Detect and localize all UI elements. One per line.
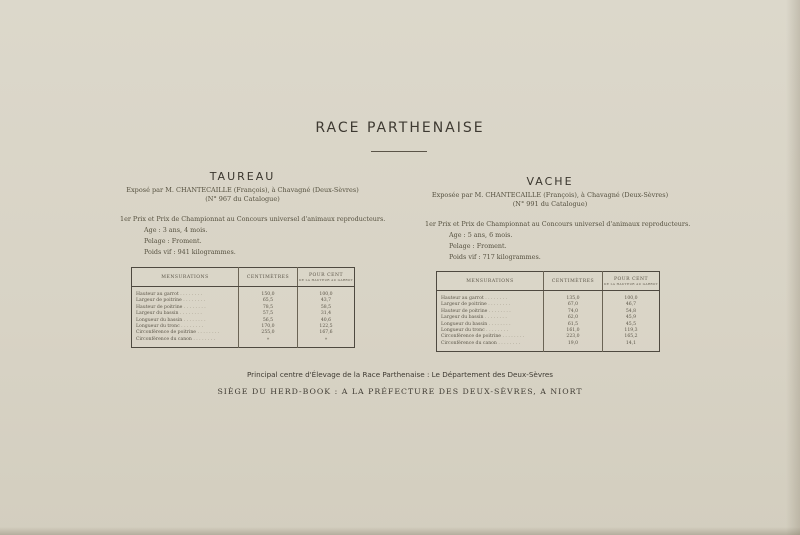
vache-heading: VACHE <box>526 175 574 188</box>
leader-dots: . . . . . . . . <box>182 317 206 323</box>
row-centimetres-text: 19,0 <box>567 340 579 346</box>
col-header-pour-cent <box>298 268 355 287</box>
vache-details <box>449 230 675 263</box>
row-percent-text: 14,1 <box>625 340 637 346</box>
row-label-text: Largeur du bassin <box>441 315 484 321</box>
col-header-pour-cent-sub: DE LA HAUTEUR AU GARROT <box>604 281 658 286</box>
vache-measurements-table <box>436 271 660 352</box>
row-label-text: Largeur de poitrine <box>136 298 182 304</box>
row-label <box>132 287 239 299</box>
page-title: RACE PARTHENAISE <box>315 120 485 136</box>
row-percent <box>603 291 660 303</box>
row-centimetres-text: 62,0 <box>567 315 579 321</box>
taureau-details <box>144 225 365 258</box>
taureau-exhibitor: Exposé par M. CHANTECAILLE (François), à Chavagné (Deux-Sèvres) <box>126 186 359 194</box>
row-centimetres-text: 135,0 <box>566 296 580 301</box>
leader-dots: . . . . . . . . <box>483 296 508 301</box>
row-percent-text: 45,9 <box>625 315 637 321</box>
leader-dots: . . . . . . . . <box>487 308 511 314</box>
row-label-text: Largeur du bassin <box>136 311 179 317</box>
row-percent <box>298 337 355 348</box>
row-centimetres-text: 170,0 <box>261 324 275 330</box>
row-centimetres-text: 65,5 <box>262 298 274 304</box>
row-percent-text: 100,0 <box>319 292 333 297</box>
row-label-text: Longueur du tronc <box>136 324 180 330</box>
leader-dots: . . . . . . . . <box>196 330 220 336</box>
row-label <box>437 341 544 352</box>
row-centimetres-text: 78,5 <box>262 304 274 310</box>
row-percent-text: 45,5 <box>625 321 637 327</box>
leader-dots: . . . . . . . . <box>486 302 511 308</box>
row-percent-text: 46,7 <box>625 302 637 308</box>
table-row <box>437 341 660 352</box>
row-label <box>132 337 239 348</box>
leader-dots: . . . . . . . . <box>487 321 511 327</box>
row-label-text: Longueur du tronc <box>441 328 485 334</box>
page-bottom-shadow <box>0 527 800 535</box>
row-percent-text: » <box>324 336 328 342</box>
leader-dots: . . . . . . . . <box>178 292 203 297</box>
row-centimetres-text: » <box>266 336 270 342</box>
leader-dots: . . . . . . . . <box>484 328 509 334</box>
table-header-row <box>132 268 355 287</box>
leader-dots: . . . . . . . . <box>182 304 206 310</box>
footer-breeding-centre: Principal centre d'Élevage de la Race Parthenaise : Le Département des Deux-Sèvres <box>246 370 554 379</box>
col-header-centimetres: CENTIMÈTRES <box>544 272 603 291</box>
row-percent-text: 31,4 <box>320 311 332 317</box>
leader-dots: . . . . . . . . <box>179 324 204 330</box>
row-label-text: Hauteur de poitrine <box>441 308 488 314</box>
row-centimetres-text: 255,0 <box>261 330 275 336</box>
row-percent-text: 43,7 <box>320 298 332 304</box>
row-percent-text: 165,2 <box>624 334 638 340</box>
row-percent-text: 119,3 <box>624 328 638 334</box>
row-label-text: Longueur du bassin <box>441 321 488 327</box>
title-divider <box>371 151 427 152</box>
taureau-measurements-table <box>131 267 355 348</box>
taureau-age: Age : 3 ans, 4 mois. <box>144 226 208 234</box>
taureau-section <box>120 170 386 258</box>
col-header-centimetres: CENTIMÈTRES <box>239 268 298 287</box>
footer-herd-book: SIÈGE DU HERD-BOOK : A LA PRÉFECTURE DES DEUX-SÈVRES, A NIORT <box>217 387 583 396</box>
col-header-pour-cent-sub: DE LA HAUTEUR AU GARROT <box>299 277 353 282</box>
taureau-heading: TAUREAU <box>209 170 276 183</box>
taureau-poids: Poids vif : 941 kilogrammes. <box>144 248 236 256</box>
col-header-pour-cent-label: POUR CENT <box>308 272 344 278</box>
vache-table-body <box>437 291 660 352</box>
leader-dots: . . . . . . . . <box>181 298 206 304</box>
leader-dots: . . . . . . . . <box>191 336 216 342</box>
table-row <box>132 337 355 348</box>
row-centimetres <box>544 291 603 303</box>
row-centimetres-text: 56,5 <box>262 317 274 323</box>
row-centimetres-text: 74,0 <box>567 308 579 314</box>
leader-dots: . . . . . . . . <box>483 315 507 321</box>
row-label-text: Circonférence du canon <box>441 340 497 346</box>
row-centimetres <box>239 287 298 299</box>
row-centimetres-text: 161,0 <box>566 328 580 334</box>
vache-poids: Poids vif : 717 kilogrammes. <box>449 253 541 261</box>
row-label-text: Hauteur au garrot <box>136 292 179 297</box>
row-percent-text: 167,6 <box>319 330 333 336</box>
row-centimetres-text: 67,0 <box>567 302 579 308</box>
row-label-text: Circonférence du canon <box>136 336 192 342</box>
row-label <box>437 291 544 303</box>
row-percent-text: 58,5 <box>320 304 332 310</box>
leader-dots: . . . . . . . . <box>178 311 202 317</box>
row-centimetres-text: 150,0 <box>261 292 275 297</box>
row-centimetres-text: 223,0 <box>566 334 580 340</box>
row-label-text: Longueur du bassin <box>136 317 183 323</box>
row-centimetres-text: 61,5 <box>567 321 579 327</box>
vache-age: Age : 5 ans, 6 mois. <box>449 231 513 239</box>
taureau-table-body <box>132 287 355 348</box>
row-label-text: Circonférence de poitrine <box>441 334 502 340</box>
vache-pelage: Pelage : Froment. <box>449 242 507 250</box>
row-percent <box>603 341 660 352</box>
row-percent-text: 100,0 <box>624 296 638 301</box>
row-label-text: Largeur de poitrine <box>441 302 487 308</box>
row-label-text: Hauteur au garrot <box>441 296 484 301</box>
taureau-pelage: Pelage : Froment. <box>144 237 202 245</box>
table-header-row <box>437 272 660 291</box>
vache-section <box>425 175 691 263</box>
row-percent-text: 54,8 <box>625 308 637 314</box>
table-row <box>132 287 355 299</box>
page-edge-shadow <box>786 0 800 535</box>
vache-measurements-table-wrap <box>436 271 660 352</box>
col-header-pour-cent-label: POUR CENT <box>613 276 649 282</box>
taureau-measurements-table-wrap <box>131 267 355 348</box>
col-header-mensurations: MENSURATIONS <box>437 272 544 291</box>
table-row <box>437 291 660 303</box>
taureau-prize: 1er Prix et Prix de Championnat au Concours universel d'animaux reproducteurs. <box>120 215 386 223</box>
vache-exhibitor: Exposée par M. CHANTECAILLE (François), à Chavagné (Deux-Sèvres) <box>431 191 669 199</box>
row-centimetres <box>239 337 298 348</box>
row-percent-text: 40,6 <box>320 317 332 323</box>
row-centimetres-text: 57,5 <box>262 311 274 317</box>
leader-dots: . . . . . . . . <box>496 340 521 346</box>
col-header-pour-cent <box>603 272 660 291</box>
row-percent-text: 122,5 <box>319 324 333 330</box>
row-label-text: Hauteur de poitrine <box>136 304 183 310</box>
row-centimetres <box>544 341 603 352</box>
leader-dots: . . . . . . . . <box>501 334 525 340</box>
taureau-catalogue: (N° 967 du Catalogue) <box>205 195 280 203</box>
row-percent <box>298 287 355 299</box>
col-header-mensurations: MENSURATIONS <box>132 268 239 287</box>
vache-catalogue: (N° 991 du Catalogue) <box>512 200 588 208</box>
vache-prize: 1er Prix et Prix de Championnat au Concours universel d'animaux reproducteurs. <box>425 220 691 228</box>
row-label-text: Circonférence de poitrine <box>136 330 197 336</box>
